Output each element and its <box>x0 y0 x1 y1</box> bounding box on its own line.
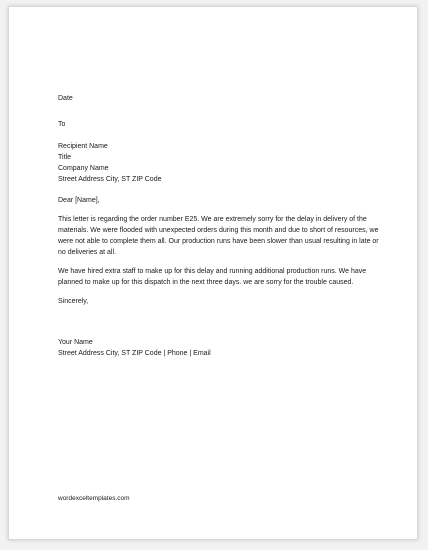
recipient-company: Company Name <box>58 165 109 172</box>
closing: Sincerely, <box>58 298 89 305</box>
spacer <box>58 185 383 195</box>
date-label: Date <box>58 95 73 102</box>
spacer <box>58 307 383 337</box>
sender-name: Your Name <box>58 339 93 346</box>
spacer <box>58 206 383 214</box>
letter-body <box>58 93 383 359</box>
footer-website: wordexceltemplates.com <box>58 495 130 502</box>
spacer <box>58 288 383 296</box>
body-paragraph-2: We have hired extra staff to make up for this delay and running additional production runs. We have planned to make up for this dispatch in the next three days. we are sorry for the trouble caused. <box>58 268 367 286</box>
spacer <box>58 104 383 119</box>
body-paragraph-1: This letter is regarding the order number E25. We are extremely sorry for the delay in delivery of the materials. We were flooded with unexpected orders during this month and due to short of resources, we were not able to complete them all. Our production runs have been slower than usual resulting in late or no deliveries at all. <box>58 216 379 256</box>
spacer <box>58 130 383 141</box>
salutation: Dear [Name], <box>58 197 100 204</box>
spacer <box>58 258 383 266</box>
sender-contact: Street Address City, ST ZIP Code | Phone | Email <box>58 350 211 357</box>
recipient-name: Recipient Name <box>58 143 108 150</box>
recipient-title: Title <box>58 154 71 161</box>
letter-page <box>8 6 418 540</box>
to-label: To <box>58 121 66 128</box>
recipient-address: Street Address City, ST ZIP Code <box>58 176 162 183</box>
